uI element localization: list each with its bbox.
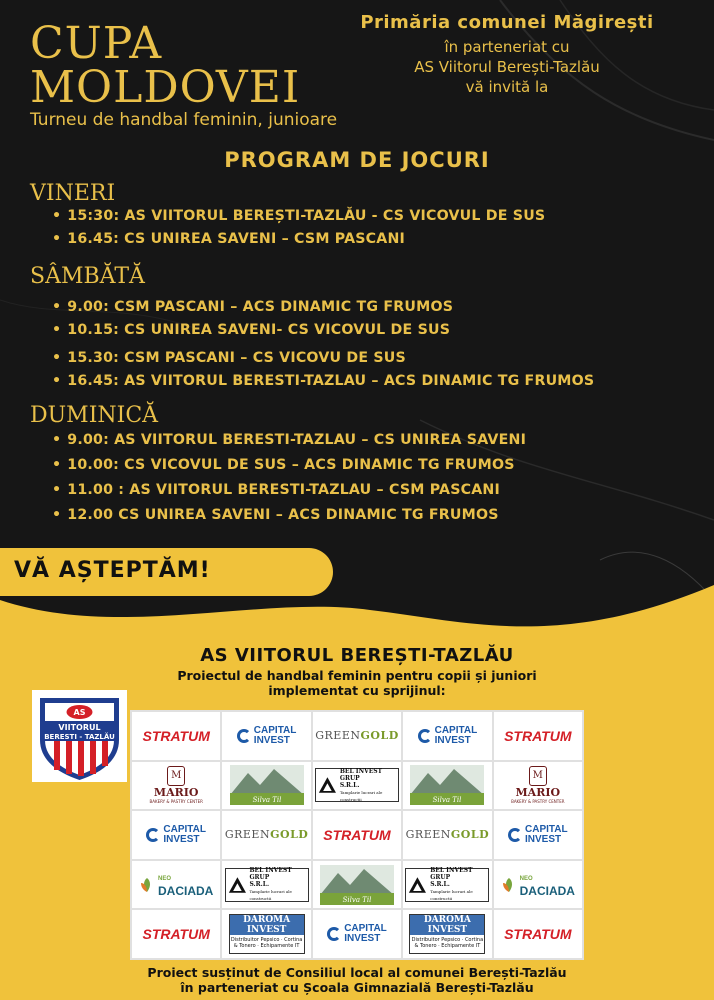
mario-text: MARIO bbox=[515, 786, 561, 800]
sponsor-mario bbox=[132, 762, 220, 810]
match-item: • 12.00 CS UNIREA SAVENI – ACS DINAMIC TG FRUMOS bbox=[52, 507, 499, 523]
bel-text-1: BEL INVEST GRUP bbox=[249, 867, 292, 882]
bel-text-2: S.R.L. bbox=[430, 881, 450, 889]
stratum-text: STRATUM bbox=[323, 826, 391, 843]
mario-sub: BAKERY & PASTRY CENTER bbox=[511, 799, 565, 805]
footer-line-2: în parteneriat cu Școala Gimnazială Berești-Tazlău bbox=[180, 980, 534, 995]
mountain-icon bbox=[320, 865, 394, 905]
mountain-icon bbox=[410, 765, 484, 805]
sponsor-silva-til bbox=[403, 762, 491, 810]
match-text: 10.15: CS UNIREA SAVENI- CS VICOVUL DE SUS bbox=[67, 322, 451, 338]
bel-text-3: Tamplarie lucrari ale constructii bbox=[249, 889, 292, 902]
green-text: GREEN bbox=[405, 828, 451, 842]
title-line-1: CUPA bbox=[30, 18, 163, 69]
bel-text-1: BEL INVEST GRUP bbox=[339, 767, 383, 782]
day-duminica: DUMINICĂ bbox=[30, 403, 159, 428]
bel-text-3: Tamplarie lucrari ale constructii bbox=[339, 789, 383, 802]
match-item: • 9.00: CSM PASCANI – ACS DINAMIC TG FRUMOS bbox=[52, 299, 454, 315]
invest-text: INVEST bbox=[163, 833, 200, 845]
match-text: 15:30: AS VIITORUL BEREȘTI-TAZLĂU - CS VICOVUL DE SUS bbox=[67, 208, 546, 224]
club-logo bbox=[32, 690, 127, 782]
program-title: PROGRAM DE JOCURI bbox=[224, 148, 490, 172]
match-item: • 15:30: AS VIITORUL BEREȘTI-TAZLĂU - CS VICOVUL DE SUS bbox=[52, 208, 546, 224]
invest-text: INVEST bbox=[344, 933, 381, 945]
daciada-text: DACIADA bbox=[519, 883, 575, 898]
sponsor-daroma bbox=[222, 910, 310, 958]
match-item: • 16.45: AS VIITORUL BERESTI-TAZLAU – ACS DINAMIC TG FRUMOS bbox=[52, 373, 595, 389]
footer-text bbox=[0, 965, 714, 995]
daroma-sub: Distribuitor Pepsico · Cortina & Tonero · Echipamente IT bbox=[230, 937, 303, 950]
stratum-text: STRATUM bbox=[142, 926, 210, 943]
daroma-sub: Distribuitor Pepsico · Cortina & Tonero · Echipamente IT bbox=[411, 937, 484, 950]
match-item: • 9.00: AS VIITORUL BERESTI-TAZLAU – CS UNIREA SAVENI bbox=[52, 432, 527, 448]
bel-invest-icon bbox=[318, 774, 337, 796]
sponsor-greengold bbox=[313, 712, 401, 760]
match-item: • 15.30: CSM PASCANI – CS VICOVU DE SUS bbox=[52, 350, 406, 366]
capital-invest-icon bbox=[327, 927, 341, 941]
sponsor-silva-til bbox=[313, 861, 401, 909]
capital-text: CAPITAL bbox=[434, 724, 478, 736]
sponsor-mario bbox=[494, 762, 582, 810]
logo-line-2: BERESTI - TAZLĂU bbox=[44, 733, 115, 741]
bel-text-3: Tamplarie lucrari ale constructii bbox=[430, 889, 473, 902]
daroma-title: DAROMA INVEST bbox=[410, 915, 484, 935]
match-item: • 16.45: CS UNIREA SAVENI – CSM PASCANI bbox=[52, 231, 406, 247]
neo-text: NEO bbox=[519, 875, 533, 882]
bel-invest-icon bbox=[408, 874, 427, 896]
sponsor-capital-invest bbox=[403, 712, 491, 760]
capital-text: CAPITAL bbox=[253, 724, 297, 736]
silva-text: Silva Til bbox=[342, 895, 372, 904]
club-name: AS VIITORUL BEREȘTI-TAZLĂU bbox=[200, 645, 514, 666]
match-item: • 10.00: CS VICOVUL DE SUS – ACS DINAMIC TG FRUMOS bbox=[52, 457, 515, 473]
sponsor-stratum bbox=[132, 910, 220, 958]
mario-text: MARIO bbox=[153, 786, 199, 800]
capital-text: CAPITAL bbox=[344, 923, 387, 935]
mario-badge-icon: M bbox=[167, 766, 185, 786]
mario-sub: BAKERY & PASTRY CENTER bbox=[149, 799, 203, 805]
gold-text: GOLD bbox=[360, 729, 399, 743]
mountain-icon bbox=[230, 765, 304, 805]
leaf-icon bbox=[501, 877, 517, 893]
sponsor-neo-daciada bbox=[132, 861, 220, 909]
capital-invest-icon bbox=[508, 828, 522, 842]
sponsor-stratum bbox=[313, 811, 401, 859]
leaf-icon bbox=[139, 877, 155, 893]
stratum-text: STRATUM bbox=[142, 727, 210, 744]
capital-invest-icon bbox=[237, 729, 251, 743]
match-text: 9.00: CSM PASCANI – ACS DINAMIC TG FRUMOS bbox=[67, 299, 454, 315]
partner-line-2: AS Viitorul Berești-Tazlău bbox=[414, 58, 600, 76]
club-crest-icon bbox=[32, 690, 127, 782]
bel-text-1: BEL INVEST GRUP bbox=[430, 867, 473, 882]
green-text: GREEN bbox=[315, 729, 361, 743]
daroma-title: DAROMA INVEST bbox=[230, 915, 304, 935]
sponsor-silva-til bbox=[222, 762, 310, 810]
project-line-2: implementat cu sprijinul: bbox=[268, 683, 446, 698]
bel-invest-icon bbox=[228, 874, 247, 896]
sponsor-stratum bbox=[494, 712, 582, 760]
neo-text: NEO bbox=[158, 875, 172, 882]
bel-text-2: S.R.L. bbox=[249, 881, 270, 889]
invest-text: INVEST bbox=[253, 734, 290, 746]
subtitle: Turneu de handbal feminin, junioare bbox=[30, 110, 338, 130]
gold-text: GOLD bbox=[270, 828, 309, 842]
stratum-text: STRATUM bbox=[504, 727, 572, 744]
invest-text: INVEST bbox=[525, 833, 562, 845]
logo-line-1: VIITORUL bbox=[58, 723, 101, 732]
daciada-text: DACIADA bbox=[158, 883, 214, 898]
silva-text: Silva Til bbox=[252, 796, 281, 805]
match-item: • 10.15: CS UNIREA SAVENI- CS VICOVUL DE SUS bbox=[52, 322, 451, 338]
logo-top: AS bbox=[73, 708, 86, 717]
stratum-text: STRATUM bbox=[504, 926, 572, 943]
day-sambata: SÂMBĂTĂ bbox=[30, 264, 145, 289]
sponsor-bel-invest bbox=[403, 861, 491, 909]
match-text: 12.00 CS UNIREA SAVENI – ACS DINAMIC TG FRUMOS bbox=[67, 507, 499, 523]
sponsor-greengold bbox=[222, 811, 310, 859]
capital-text: CAPITAL bbox=[525, 823, 568, 835]
capital-invest-icon bbox=[418, 729, 432, 743]
sponsor-stratum bbox=[132, 712, 220, 760]
bel-text-2: S.R.L. bbox=[339, 781, 360, 789]
sponsor-stratum bbox=[494, 910, 582, 958]
sponsor-greengold bbox=[403, 811, 491, 859]
match-text: 16.45: CS UNIREA SAVENI – CSM PASCANI bbox=[67, 231, 406, 247]
partner-line-1: în parteneriat cu bbox=[444, 38, 570, 56]
capital-text: CAPITAL bbox=[163, 823, 206, 835]
match-text: 10.00: CS VICOVUL DE SUS – ACS DINAMIC TG FRUMOS bbox=[67, 457, 515, 473]
partner-line-3: vă invită la bbox=[465, 78, 549, 96]
mario-badge-icon: M bbox=[529, 766, 547, 786]
sponsor-neo-daciada bbox=[494, 861, 582, 909]
project-line-1: Proiectul de handbal feminin pentru copii și juniori bbox=[177, 668, 537, 683]
capital-invest-icon bbox=[146, 828, 160, 842]
match-text: 9.00: AS VIITORUL BERESTI-TAZLAU – CS UNIREA SAVENI bbox=[67, 432, 527, 448]
host-name: Primăria comunei Măgirești bbox=[360, 12, 654, 33]
sponsor-capital-invest bbox=[222, 712, 310, 760]
match-item: • 11.00 : AS VIITORUL BERESTI-TAZLAU – CSM PASCANI bbox=[52, 482, 500, 498]
sponsor-capital-invest bbox=[313, 910, 401, 958]
gold-text: GOLD bbox=[450, 828, 490, 842]
match-text: 15.30: CSM PASCANI – CS VICOVU DE SUS bbox=[67, 350, 406, 366]
sponsor-bel-invest bbox=[313, 762, 401, 810]
sponsor-grid bbox=[130, 710, 584, 960]
invest-text: INVEST bbox=[434, 734, 471, 746]
sponsor-daroma bbox=[403, 910, 491, 958]
match-text: 11.00 : AS VIITORUL BERESTI-TAZLAU – CSM PASCANI bbox=[67, 482, 500, 498]
footer-line-1: Proiect susținut de Consiliul local al comunei Berești-Tazlău bbox=[147, 965, 567, 980]
green-text: GREEN bbox=[224, 828, 271, 842]
sponsor-capital-invest bbox=[132, 811, 220, 859]
cta-text: VĂ AȘTEPTĂM! bbox=[14, 558, 211, 583]
match-text: 16.45: AS VIITORUL BERESTI-TAZLAU – ACS DINAMIC TG FRUMOS bbox=[67, 373, 595, 389]
sponsor-capital-invest bbox=[494, 811, 582, 859]
title-line-2: MOLDOVEI bbox=[30, 62, 301, 113]
silva-text: Silva Til bbox=[433, 796, 462, 805]
sponsor-bel-invest bbox=[222, 861, 310, 909]
day-vineri: VINERI bbox=[30, 181, 116, 206]
